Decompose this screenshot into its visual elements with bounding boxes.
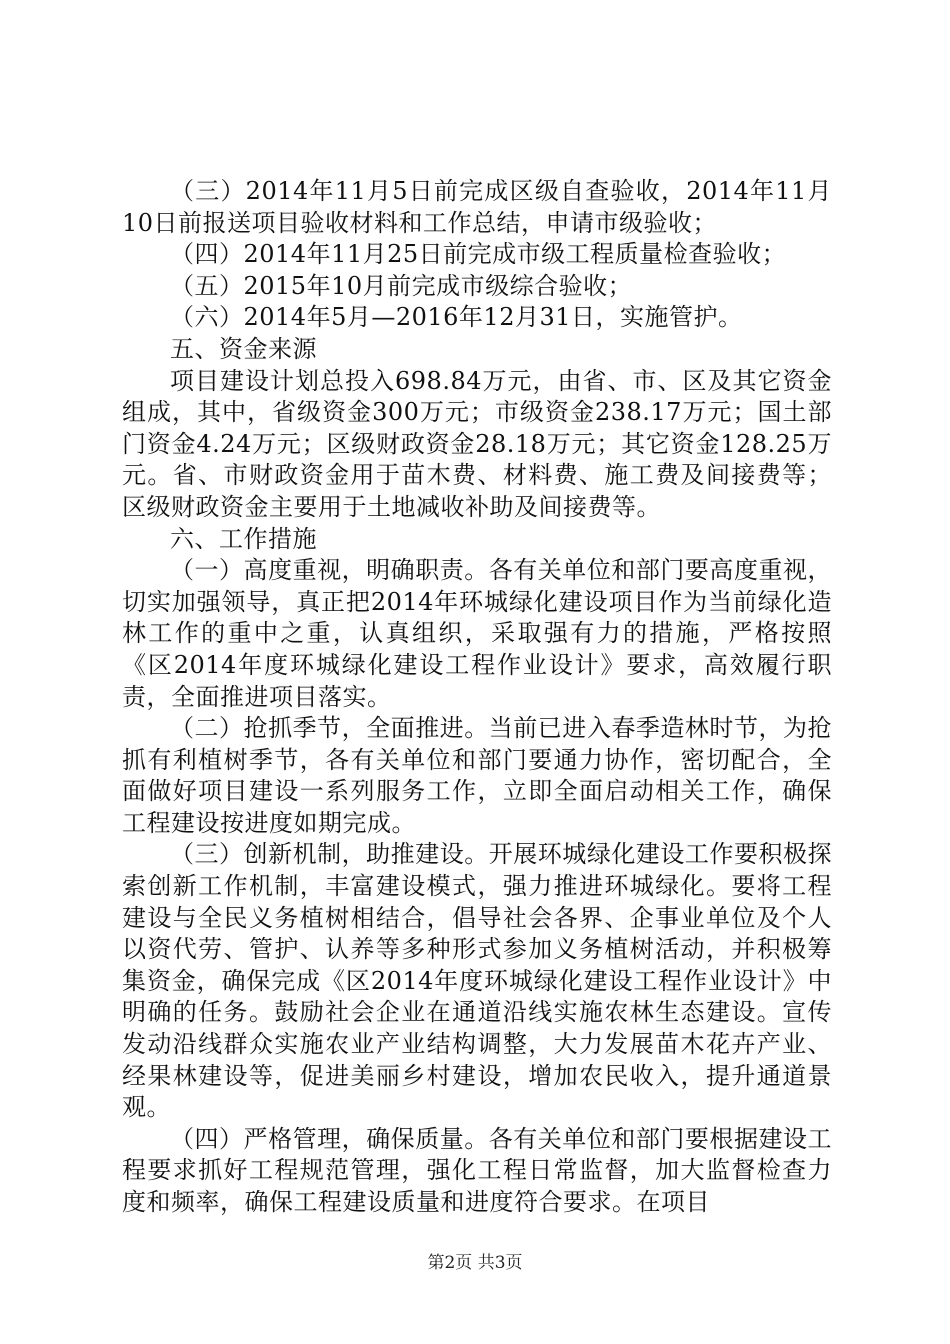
document-body	[122, 176, 832, 1219]
paragraph-schedule-3: （三）2014年11月5日前完成区级自查验收，2014年11月10日前报送项目验收材料和工作总结，申请市级验收；	[122, 177, 832, 237]
paragraph-measure-4: （四）严格管理，确保质量。各有关单位和部门要根据建设工程要求抓好工程规范管理，强化工程日常监督，加大监督检查力度和频率，确保工程建设质量和进度符合要求。在项目	[122, 1124, 832, 1216]
section-heading-measures: 六、工作措施	[170, 524, 317, 553]
paragraph-funding: 项目建设计划总投入698.84万元，由省、市、区及其它资金组成，其中，省级资金300万元；市级资金238.17万元；国土部门资金4.24万元；区级财政资金28.18万元；其它资金128.25万元。省、市财政资金用于苗木费、材料费、施工费及间接费等；区级财政资金主要用于土地减收补助及间接费等。	[122, 366, 832, 521]
paragraph-measure-2: （二）抢抓季节，全面推进。当前已进入春季造林时节，为抢抓有利植树季节，各有关单位和部门要通力协作，密切配合，全面做好项目建设一系列服务工作，立即全面启动相关工作，确保工程建设按进度如期完成。	[122, 714, 832, 837]
paragraph-schedule-4: （四）2014年11月25日前完成市级工程质量检查验收；	[170, 240, 787, 269]
paragraph-measure-3: （三）创新机制，助推建设。开展环城绿化建设工作要积极探索创新工作机制，丰富建设模式，强力推进环城绿化。要将工程建设与全民义务植树相结合，倡导社会各界、企事业单位及个人以资代劳、管护、认养等多种形式参加义务植树活动，并积极筹集资金，确保完成《区2014年度环城绿化建设工程作业设计》中明确的任务。鼓励社会企业在通道沿线实施农林生态建设。宣传发动沿线群众实施农业产业结构调整，大力发展苗木花卉产业、经果林建设等，促进美丽乡村建设，增加农民收入，提升通道景观。	[122, 840, 832, 1122]
page-number: 第2页 共3页	[427, 1253, 523, 1273]
paragraph-schedule-6: （六）2014年5月—2016年12月31日，实施管护。	[170, 303, 743, 332]
paragraph-schedule-5: （五）2015年10月前完成市级综合验收；	[170, 271, 633, 300]
paragraph-measure-1: （一）高度重视，明确职责。各有关单位和部门要高度重视，切实加强领导，真正把2014年环城绿化建设项目作为当前绿化造林工作的重中之重，认真组织，采取强有力的措施，严格按照《区2014年度环城绿化建设工程作业设计》要求，高效履行职责，全面推进项目落实。	[122, 556, 832, 711]
section-heading-funding: 五、资金来源	[170, 334, 317, 363]
